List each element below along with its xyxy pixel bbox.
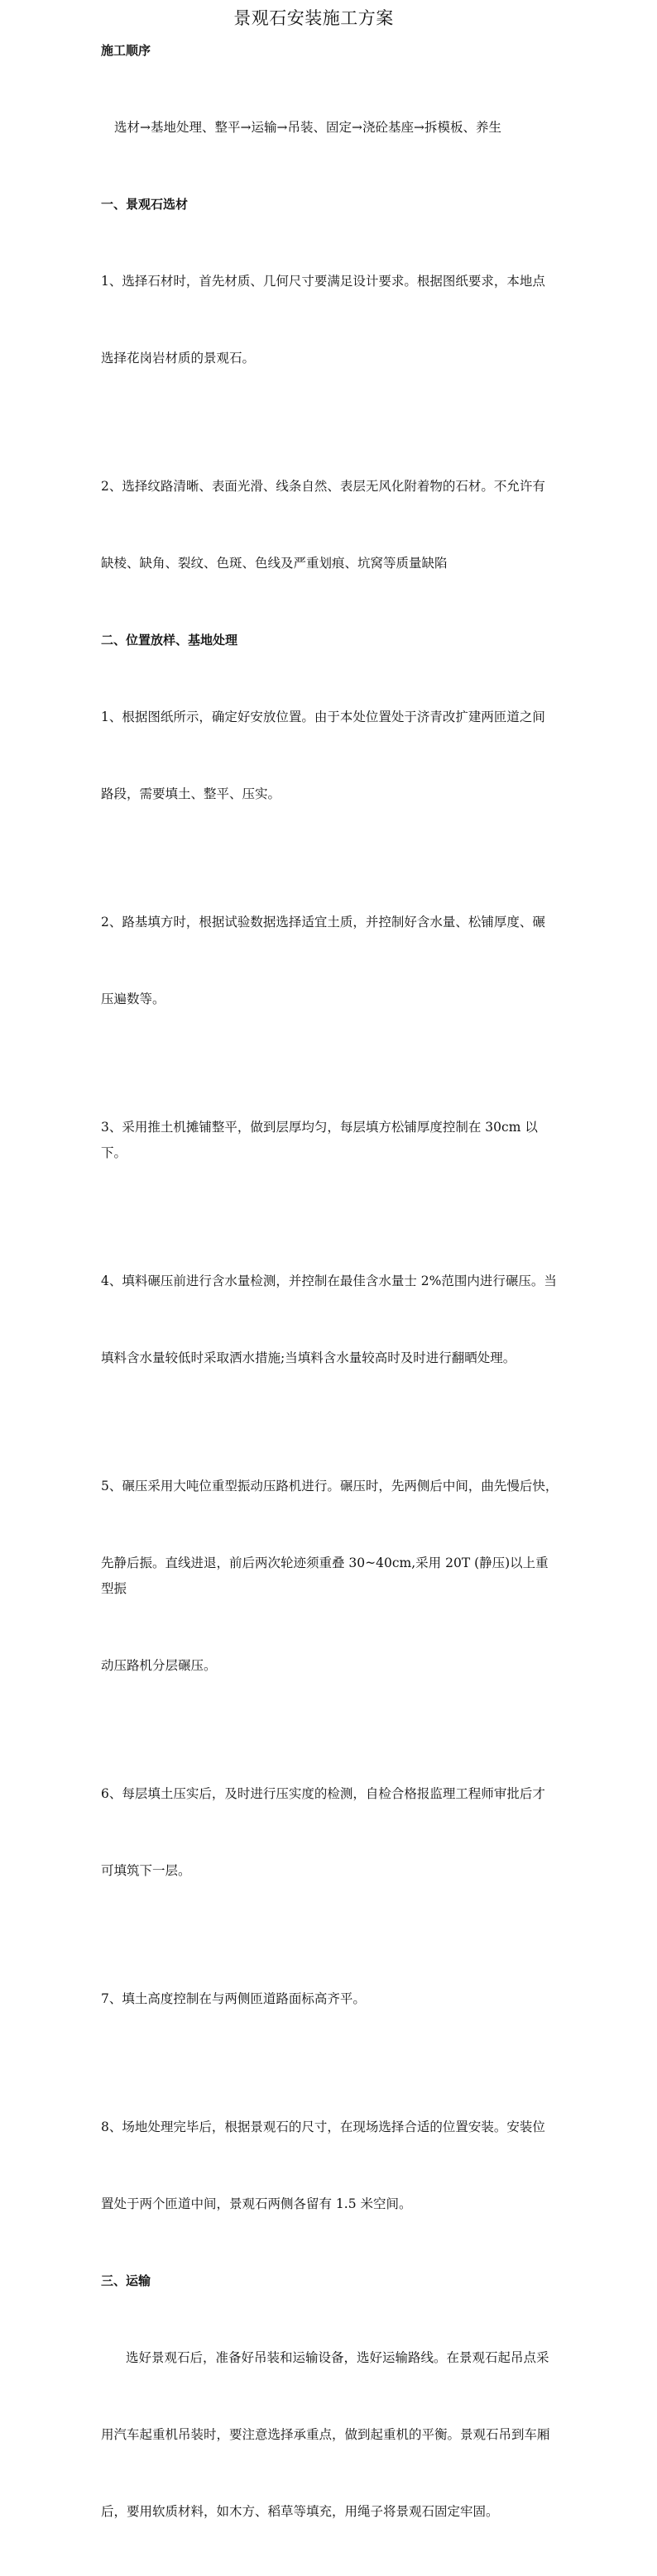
paragraph-line: 1、选择石材时，首先材质、几何尺寸要满足设计要求。根据图纸要求，本地点 — [101, 274, 545, 289]
paragraph-line: 压遍数等。 — [101, 992, 165, 1006]
paragraph-line: 可填筑下一层。 — [101, 1863, 191, 1878]
paragraph-line: 动压路机分层碾压。 — [101, 1658, 217, 1673]
site-paragraph-4 — [101, 1217, 559, 1422]
site-paragraph-6 — [101, 1730, 559, 1935]
site-paragraph-2 — [101, 858, 559, 1063]
paragraph-line: 先静后振。直线进退，前后两次轮迹须重叠 30~40cm,采用 20T (静压)以上重型振 — [101, 1556, 549, 1596]
paragraph-line: 6、每层填土压实后，及时进行压实度的检测，自检合格报监理工程师审批后才 — [101, 1786, 545, 1801]
site-paragraph-8 — [101, 2063, 559, 2268]
section-heading-stone-selection: 一、景观石选材 — [101, 197, 189, 212]
paragraph-line: 后，要用软质材料，如木方、稻草等填充，用绳子将景观石固定牢固。 — [101, 2504, 499, 2519]
section-heading-site-preparation: 二、位置放样、基地处理 — [101, 633, 238, 648]
document-title: 景观石安装施工方案 — [233, 8, 394, 28]
paragraph-line: 填料含水量较低时采取洒水措施;当填料含水量较高时及时进行翻晒处理。 — [101, 1350, 516, 1365]
selection-paragraph-2 — [101, 423, 559, 628]
paragraph-line: 3、采用推土机摊铺整平，做到层厚均匀，每层填方松铺厚度控制在 30cm 以下。 — [101, 1120, 538, 1160]
paragraph-line: 路段，需要填土、整平、压实。 — [101, 786, 281, 801]
site-paragraph-1 — [101, 653, 559, 858]
paragraph-line: 1、根据图纸所示，确定好安放位置。由于本处位置处于济青改扩建两匝道之间 — [101, 710, 545, 724]
selection-paragraph-1 — [101, 217, 559, 423]
section-heading-transport: 三、运输 — [101, 2273, 151, 2288]
paragraph-line: 8、场地处理完毕后，根据景观石的尺寸，在现场选择合适的位置安装。安装位 — [101, 2120, 545, 2134]
paragraph-line: 选择花岗岩材质的景观石。 — [101, 351, 256, 366]
paragraph-line: 置处于两个匝道中间，景观石两侧各留有 1.5 米空间。 — [101, 2196, 412, 2211]
site-paragraph-7 — [101, 1935, 559, 2063]
site-paragraph-5 — [101, 1422, 559, 1730]
section-heading-sequence: 施工顺序 — [101, 43, 151, 58]
paragraph-line: 2、路基填方时，根据试验数据选择适宜土质，并控制好含水量、松铺厚度、碾 — [101, 915, 545, 930]
paragraph-line: 2、选择纹路清晰、表面光滑、线条自然、表层无风化附着物的石材。不允许有 — [101, 479, 545, 494]
paragraph-line: 选材→基地处理、整平→运输→吊装、固定→浇砼基座→拆模板、养生 — [114, 120, 501, 135]
sequence-paragraph — [101, 64, 559, 192]
paragraph-line: 4、填料碾压前进行含水量检测，并控制在最佳含水量士 2%范围内进行碾压。当 — [101, 1274, 557, 1288]
site-paragraph-3 — [101, 1063, 559, 1217]
paragraph-line: 用汽车起重机吊装时，要注意选择承重点，做到起重机的平衡。景观石吊到车厢 — [101, 2427, 550, 2442]
paragraph-line: 缺棱、缺角、裂纹、色斑、色线及严重划痕、坑窝等质量缺陷 — [101, 556, 448, 571]
transport-paragraph — [101, 2294, 559, 2576]
paragraph-line: 5、碾压采用大吨位重型振动压路机进行。碾压时，先两侧后中间，曲先慢后快， — [101, 1479, 559, 1494]
paragraph-line: 选好景观石后，准备好吊装和运输设备，选好运输路线。在景观石起吊点采 — [126, 2350, 549, 2365]
paragraph-line: 7、填土高度控制在与两侧匝道路面标高齐平。 — [101, 1991, 366, 2006]
